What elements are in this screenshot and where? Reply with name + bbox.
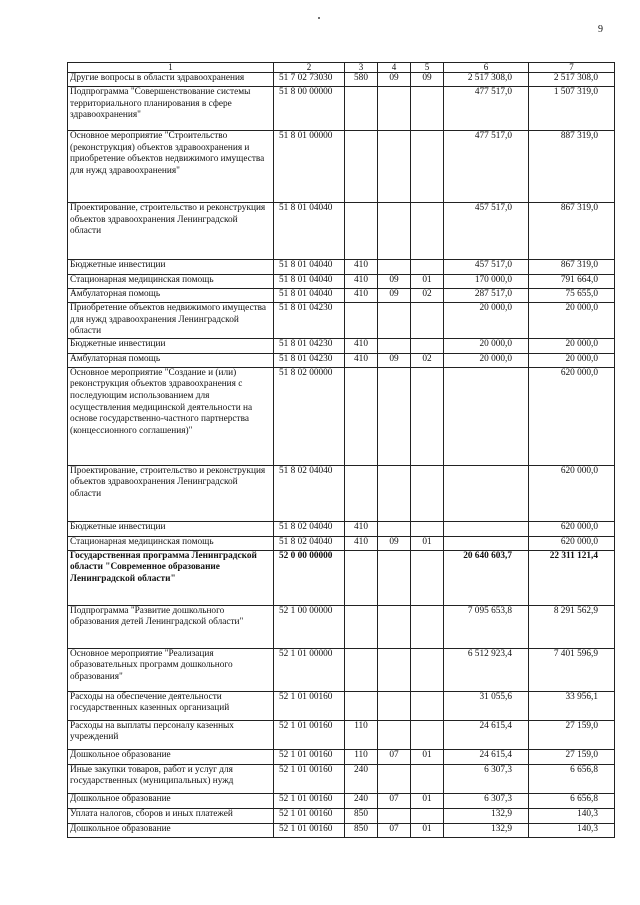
row-vr bbox=[345, 367, 378, 465]
row-name: Проектирование, строительство и реконструкция объектов здравоохранения Ленинградской области bbox=[68, 203, 274, 260]
row-name: Иные закупки товаров, работ и услуг для государственных (муниципальных) нужд bbox=[68, 764, 274, 793]
row-vr bbox=[345, 87, 378, 131]
row-value-2: 6 656,8 bbox=[529, 764, 615, 793]
row-rz bbox=[378, 87, 411, 131]
row-vr: 850 bbox=[345, 823, 378, 837]
row-value-2: 620 000,0 bbox=[529, 536, 615, 550]
row-value-2: 867 319,0 bbox=[529, 260, 615, 275]
row-rz: 09 bbox=[378, 353, 411, 367]
row-vr bbox=[345, 465, 378, 521]
table-row bbox=[68, 550, 615, 605]
table-row bbox=[68, 691, 615, 720]
row-code: 52 0 00 00000 bbox=[274, 550, 345, 605]
row-vr bbox=[345, 203, 378, 260]
row-rz bbox=[378, 465, 411, 521]
row-value-1: 132,9 bbox=[444, 808, 529, 823]
column-header: 6 bbox=[444, 63, 529, 73]
row-rz bbox=[378, 648, 411, 691]
table-row bbox=[68, 203, 615, 260]
row-value-2: 20 000,0 bbox=[529, 353, 615, 367]
row-rz bbox=[378, 260, 411, 275]
row-value-2: 8 291 562,9 bbox=[529, 605, 615, 648]
row-value-2: 140,3 bbox=[529, 823, 615, 837]
row-vr bbox=[345, 550, 378, 605]
row-name: Другие вопросы в области здравоохранения bbox=[68, 73, 274, 87]
row-value-1: 7 095 653,8 bbox=[444, 605, 529, 648]
row-code: 51 8 02 04040 bbox=[274, 521, 345, 536]
row-value-1: 477 517,0 bbox=[444, 87, 529, 131]
row-value-1: 170 000,0 bbox=[444, 275, 529, 289]
row-name: Бюджетные инвестиции bbox=[68, 260, 274, 275]
row-pr bbox=[411, 691, 444, 720]
table-row bbox=[68, 87, 615, 131]
table-row bbox=[68, 131, 615, 203]
row-value-1: 132,9 bbox=[444, 823, 529, 837]
row-vr bbox=[345, 605, 378, 648]
row-pr bbox=[411, 764, 444, 793]
row-pr: 01 bbox=[411, 749, 444, 764]
row-code: 51 8 01 04230 bbox=[274, 353, 345, 367]
budget-table bbox=[67, 62, 615, 838]
table-row bbox=[68, 536, 615, 550]
table-row bbox=[68, 367, 615, 465]
row-rz bbox=[378, 338, 411, 353]
row-vr: 410 bbox=[345, 338, 378, 353]
row-value-2: 791 664,0 bbox=[529, 275, 615, 289]
row-vr: 410 bbox=[345, 353, 378, 367]
row-name: Уплата налогов, сборов и иных платежей bbox=[68, 808, 274, 823]
row-name: Стационарная медицинская помощь bbox=[68, 536, 274, 550]
row-value-2: 6 656,8 bbox=[529, 793, 615, 808]
row-value-1: 287 517,0 bbox=[444, 289, 529, 303]
row-value-2: 20 000,0 bbox=[529, 338, 615, 353]
table-row bbox=[68, 260, 615, 275]
row-vr bbox=[345, 691, 378, 720]
row-value-1: 477 517,0 bbox=[444, 131, 529, 203]
row-rz bbox=[378, 691, 411, 720]
row-value-1: 457 517,0 bbox=[444, 260, 529, 275]
row-vr: 410 bbox=[345, 275, 378, 289]
scan-speck bbox=[318, 17, 320, 19]
row-rz: 09 bbox=[378, 289, 411, 303]
row-pr: 01 bbox=[411, 275, 444, 289]
column-header: 7 bbox=[529, 63, 615, 73]
row-code: 51 8 01 04230 bbox=[274, 303, 345, 339]
column-header: 3 bbox=[345, 63, 378, 73]
table-row bbox=[68, 338, 615, 353]
row-vr: 410 bbox=[345, 536, 378, 550]
table-row bbox=[68, 823, 615, 837]
row-value-1: 24 615,4 bbox=[444, 720, 529, 749]
row-vr bbox=[345, 648, 378, 691]
row-code: 52 1 01 00160 bbox=[274, 823, 345, 837]
row-code: 51 8 00 00000 bbox=[274, 87, 345, 131]
row-rz bbox=[378, 764, 411, 793]
row-pr bbox=[411, 550, 444, 605]
table-row bbox=[68, 605, 615, 648]
row-rz: 07 bbox=[378, 749, 411, 764]
row-pr bbox=[411, 367, 444, 465]
row-value-1: 6 307,3 bbox=[444, 793, 529, 808]
row-vr bbox=[345, 131, 378, 203]
row-name: Проектирование, строительство и реконструкция объектов здравоохранения Ленинградской области bbox=[68, 465, 274, 521]
row-pr: 09 bbox=[411, 73, 444, 87]
row-rz bbox=[378, 303, 411, 339]
row-rz: 07 bbox=[378, 793, 411, 808]
row-rz: 09 bbox=[378, 73, 411, 87]
row-rz: 07 bbox=[378, 823, 411, 837]
row-pr bbox=[411, 203, 444, 260]
row-rz bbox=[378, 720, 411, 749]
row-rz bbox=[378, 550, 411, 605]
table-row bbox=[68, 465, 615, 521]
table-row bbox=[68, 749, 615, 764]
row-rz bbox=[378, 131, 411, 203]
row-value-2: 27 159,0 bbox=[529, 749, 615, 764]
page-number: 9 bbox=[598, 24, 603, 35]
row-pr bbox=[411, 808, 444, 823]
row-pr bbox=[411, 87, 444, 131]
row-name: Подпрограмма "Развитие дошкольного образования детей Ленинградской области" bbox=[68, 605, 274, 648]
row-vr: 240 bbox=[345, 764, 378, 793]
row-name: Стационарная медицинская помощь bbox=[68, 275, 274, 289]
row-vr: 110 bbox=[345, 749, 378, 764]
row-vr bbox=[345, 303, 378, 339]
row-rz bbox=[378, 808, 411, 823]
row-code: 52 1 01 00160 bbox=[274, 808, 345, 823]
row-code: 51 8 01 04040 bbox=[274, 203, 345, 260]
row-name: Амбулаторная помощь bbox=[68, 289, 274, 303]
table-row bbox=[68, 303, 615, 339]
row-value-2: 620 000,0 bbox=[529, 465, 615, 521]
row-code: 52 1 01 00000 bbox=[274, 648, 345, 691]
row-rz bbox=[378, 203, 411, 260]
row-pr bbox=[411, 521, 444, 536]
row-code: 51 8 02 04040 bbox=[274, 465, 345, 521]
row-pr bbox=[411, 260, 444, 275]
table-row bbox=[68, 73, 615, 87]
row-vr: 580 bbox=[345, 73, 378, 87]
row-pr: 02 bbox=[411, 353, 444, 367]
row-value-2: 1 507 319,0 bbox=[529, 87, 615, 131]
table-row bbox=[68, 353, 615, 367]
row-code: 52 1 01 00160 bbox=[274, 720, 345, 749]
row-value-2: 75 655,0 bbox=[529, 289, 615, 303]
row-value-2: 620 000,0 bbox=[529, 521, 615, 536]
row-code: 51 8 02 00000 bbox=[274, 367, 345, 465]
row-name: Амбулаторная помощь bbox=[68, 353, 274, 367]
row-value-1: 24 615,4 bbox=[444, 749, 529, 764]
row-value-1 bbox=[444, 367, 529, 465]
row-pr bbox=[411, 605, 444, 648]
row-name: Подпрограмма "Совершенствование системы территориального планирования в сфере здравоохранения" bbox=[68, 87, 274, 131]
row-value-2: 867 319,0 bbox=[529, 203, 615, 260]
row-value-2: 620 000,0 bbox=[529, 367, 615, 465]
row-value-2: 7 401 596,9 bbox=[529, 648, 615, 691]
row-value-2: 20 000,0 bbox=[529, 303, 615, 339]
row-code: 51 8 01 00000 bbox=[274, 131, 345, 203]
row-name: Дошкольное образование bbox=[68, 749, 274, 764]
row-pr: 01 bbox=[411, 823, 444, 837]
row-rz bbox=[378, 605, 411, 648]
row-pr bbox=[411, 465, 444, 521]
row-value-2: 33 956,1 bbox=[529, 691, 615, 720]
row-name: Основное мероприятие "Реализация образовательных программ дошкольного образования" bbox=[68, 648, 274, 691]
row-name: Приобретение объектов недвижимого имущества для нужд здравоохранения Ленинградской области bbox=[68, 303, 274, 339]
row-pr: 01 bbox=[411, 536, 444, 550]
row-value-1 bbox=[444, 465, 529, 521]
row-pr bbox=[411, 338, 444, 353]
row-pr bbox=[411, 131, 444, 203]
column-header: 1 bbox=[68, 63, 274, 73]
row-vr: 410 bbox=[345, 289, 378, 303]
row-name: Расходы на обеспечение деятельности государственных казенных организаций bbox=[68, 691, 274, 720]
row-value-1: 20 000,0 bbox=[444, 338, 529, 353]
row-name: Дошкольное образование bbox=[68, 793, 274, 808]
row-name: Бюджетные инвестиции bbox=[68, 338, 274, 353]
table-row bbox=[68, 521, 615, 536]
row-name: Дошкольное образование bbox=[68, 823, 274, 837]
row-code: 52 1 01 00160 bbox=[274, 749, 345, 764]
row-value-2: 2 517 308,0 bbox=[529, 73, 615, 87]
column-header: 2 bbox=[274, 63, 345, 73]
row-value-1: 20 640 603,7 bbox=[444, 550, 529, 605]
row-value-1: 457 517,0 bbox=[444, 203, 529, 260]
row-value-1: 6 307,3 bbox=[444, 764, 529, 793]
row-rz bbox=[378, 367, 411, 465]
row-code: 51 8 01 04040 bbox=[274, 289, 345, 303]
row-vr: 240 bbox=[345, 793, 378, 808]
row-vr: 110 bbox=[345, 720, 378, 749]
row-rz: 09 bbox=[378, 275, 411, 289]
table-row bbox=[68, 289, 615, 303]
row-rz: 09 bbox=[378, 536, 411, 550]
row-value-1: 20 000,0 bbox=[444, 303, 529, 339]
row-name: Основное мероприятие "Создание и (или) реконструкция объектов здравоохранения с последующим использованием для осуществления медицинской деятельности на основе государственно-частного партнерства (концессионного соглашения)" bbox=[68, 367, 274, 465]
row-value-1: 31 055,6 bbox=[444, 691, 529, 720]
column-header: 5 bbox=[411, 63, 444, 73]
row-pr bbox=[411, 648, 444, 691]
row-code: 51 8 02 04040 bbox=[274, 536, 345, 550]
row-vr: 410 bbox=[345, 260, 378, 275]
row-value-1: 2 517 308,0 bbox=[444, 73, 529, 87]
header-row bbox=[68, 63, 615, 73]
row-pr bbox=[411, 303, 444, 339]
row-value-1 bbox=[444, 536, 529, 550]
row-value-1 bbox=[444, 521, 529, 536]
table-row bbox=[68, 793, 615, 808]
row-code: 51 8 01 04230 bbox=[274, 338, 345, 353]
row-code: 52 1 01 00160 bbox=[274, 793, 345, 808]
row-vr: 410 bbox=[345, 521, 378, 536]
column-header: 4 bbox=[378, 63, 411, 73]
table-row bbox=[68, 648, 615, 691]
row-rz bbox=[378, 521, 411, 536]
table-row bbox=[68, 808, 615, 823]
row-code: 52 1 01 00160 bbox=[274, 691, 345, 720]
row-name: Расходы на выплаты персоналу казенных учреждений bbox=[68, 720, 274, 749]
row-vr: 850 bbox=[345, 808, 378, 823]
row-name: Основное мероприятие "Строительство (реконструкция) объектов здравоохранения и приобретение объектов недвижимого имущества для нужд здравоохранения" bbox=[68, 131, 274, 203]
table-row bbox=[68, 720, 615, 749]
row-pr: 02 bbox=[411, 289, 444, 303]
row-code: 52 1 00 00000 bbox=[274, 605, 345, 648]
row-value-2: 887 319,0 bbox=[529, 131, 615, 203]
row-code: 51 8 01 04040 bbox=[274, 275, 345, 289]
row-code: 51 8 01 04040 bbox=[274, 260, 345, 275]
row-value-1: 20 000,0 bbox=[444, 353, 529, 367]
row-pr: 01 bbox=[411, 793, 444, 808]
table-row bbox=[68, 275, 615, 289]
row-name: Государственная программа Ленинградской области "Современное образование Ленинградской области" bbox=[68, 550, 274, 605]
table-row bbox=[68, 764, 615, 793]
row-value-2: 140,3 bbox=[529, 808, 615, 823]
row-pr bbox=[411, 720, 444, 749]
row-name: Бюджетные инвестиции bbox=[68, 521, 274, 536]
row-code: 51 7 02 73030 bbox=[274, 73, 345, 87]
row-value-2: 22 311 121,4 bbox=[529, 550, 615, 605]
row-value-2: 27 159,0 bbox=[529, 720, 615, 749]
row-code: 52 1 01 00160 bbox=[274, 764, 345, 793]
row-value-1: 6 512 923,4 bbox=[444, 648, 529, 691]
